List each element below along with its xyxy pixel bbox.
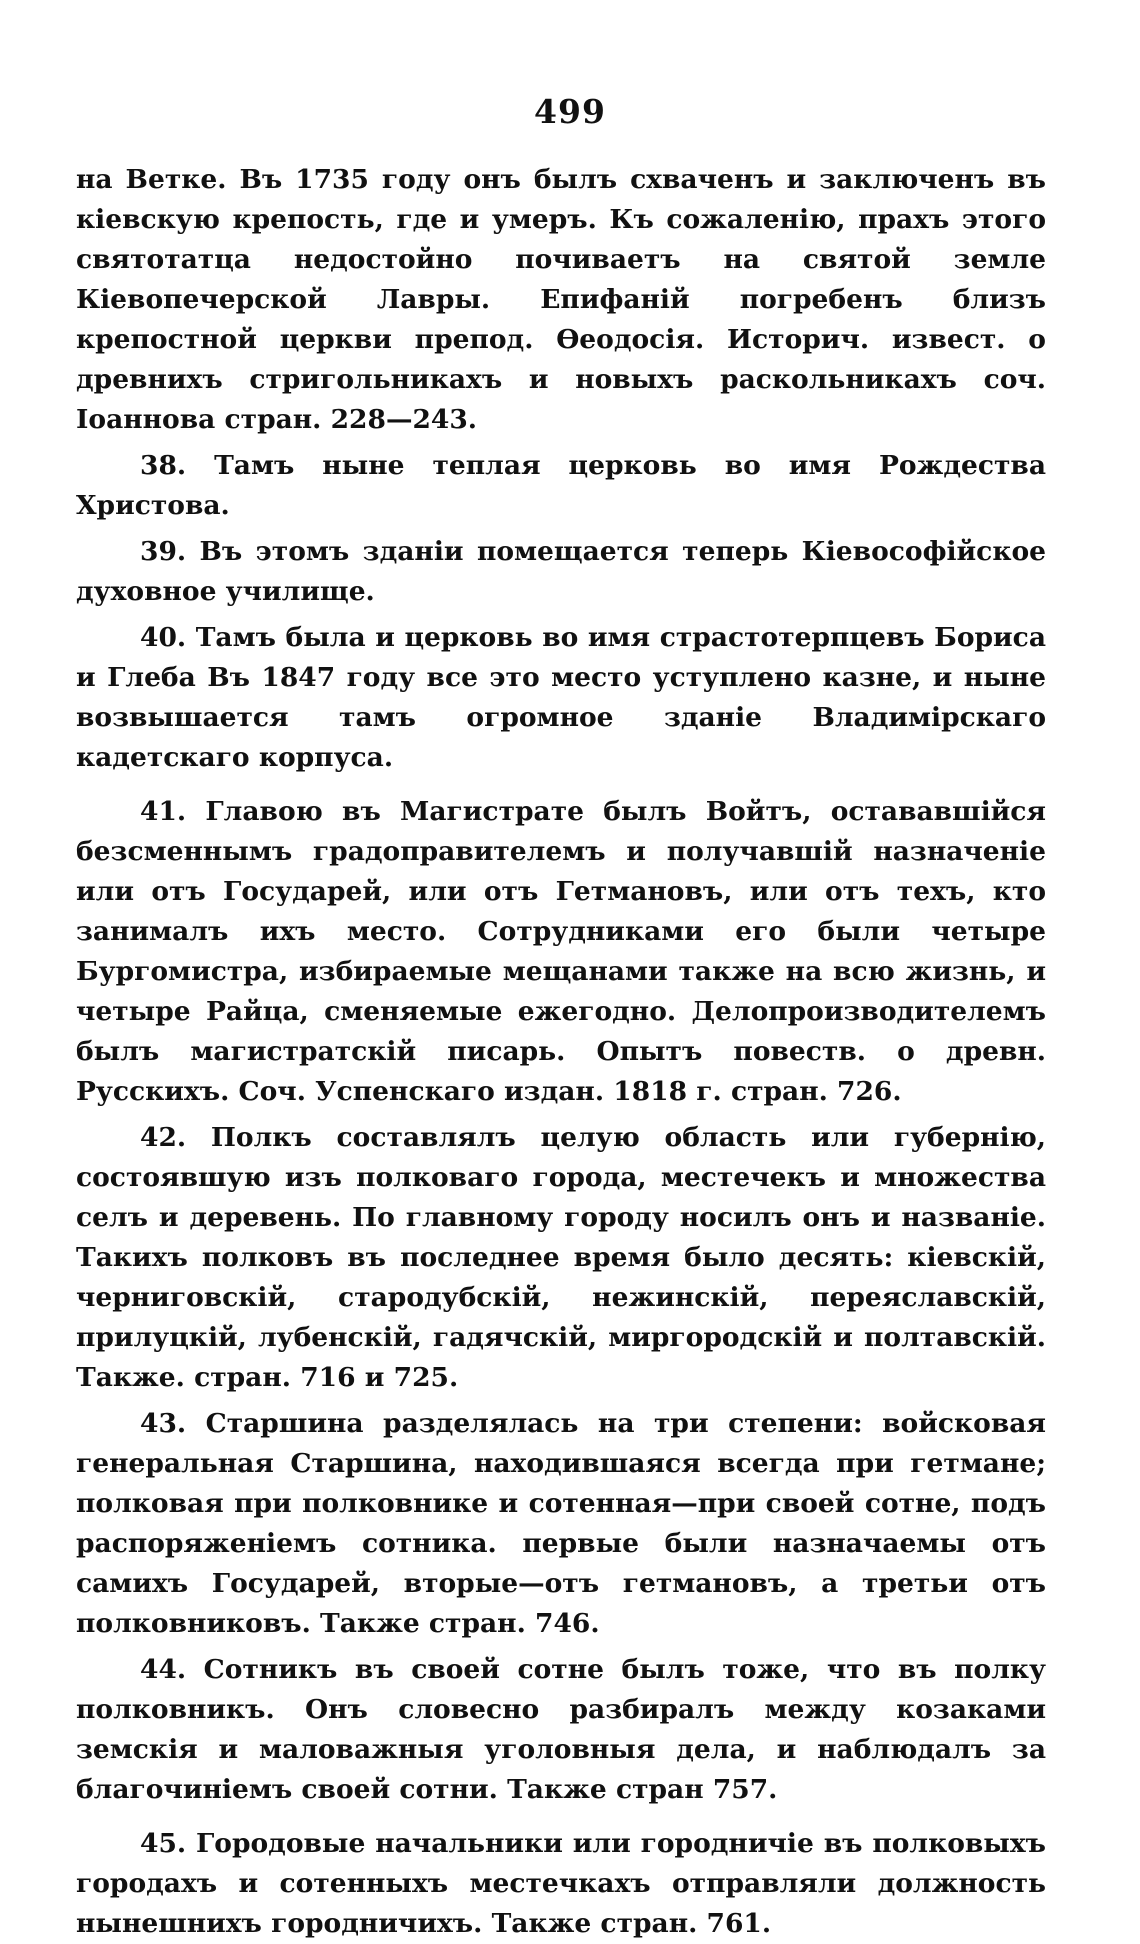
footnote-number: 43. bbox=[140, 1408, 187, 1439]
footnote-number: 38. bbox=[140, 450, 187, 481]
footnote-text: Тамъ ныне теплая церковь во имя Рождества Христова. bbox=[76, 450, 1046, 521]
footnote-text: на Ветке. Въ 1735 году онъ былъ схваченъ и заключенъ въ кіевскую крепость, где и умеръ. Къ сожаленію, прахъ этого святотатца недостойно почиваетъ на святой земле Кіевопечерской Лавры. Епифаній погребенъ близъ крепостной церкви препод. Өеодосія. Историч. извест. о древнихъ стригольникахъ и новыхъ раскольникахъ соч. Іоаннова стран. 228—243. bbox=[76, 164, 1046, 435]
footnote-40 bbox=[76, 618, 1046, 778]
footnote-number: 41. bbox=[140, 796, 187, 827]
footnote-39 bbox=[76, 532, 1046, 612]
footnote-number: 40. bbox=[140, 622, 187, 653]
footnote-continuation bbox=[76, 160, 1046, 440]
page-number: 499 bbox=[534, 92, 606, 131]
footnote-44 bbox=[76, 1650, 1046, 1810]
footnote-number: 45. bbox=[140, 1828, 187, 1859]
footnote-number: 42. bbox=[140, 1122, 187, 1153]
footnote-text: Сотникъ въ своей сотне былъ тоже, что въ полку полковникъ. Онъ словесно разбиралъ между козаками земскія и маловажныя уголовныя дела, и наблюдалъ за благочиніемъ своей сотни. Также стран 757. bbox=[76, 1654, 1047, 1805]
footnote-38 bbox=[76, 446, 1046, 526]
footnote-43 bbox=[76, 1404, 1046, 1644]
footnote-text: Старшина разделялась на три степени: войсковая генеральная Старшина, находившаяся всегда при гетмане; полковая при полковнике и сотенная—при своей сотне, подъ распоряженіемъ сотника. первые были назначаемы отъ самихъ Государей, вторые—отъ гетмановъ, а третьи отъ полковниковъ. Также стран. 746. bbox=[76, 1408, 1046, 1639]
footnote-text: Городовые начальники или городничіе въ полковыхъ городахъ и сотенныхъ местечкахъ отправляли должность нынешнихъ городничихъ. Также стран. 761. bbox=[76, 1828, 1046, 1939]
footnotes-block bbox=[76, 160, 1046, 1944]
footnote-45 bbox=[76, 1824, 1046, 1944]
footnote-number: 39. bbox=[140, 536, 187, 567]
footnote-number: 44. bbox=[140, 1654, 187, 1685]
footnote-text: Въ этомъ зданіи помещается теперь Кіевософійское духовное училище. bbox=[76, 536, 1046, 607]
footnote-text: Тамъ была и церковь во имя страстотерпцевъ Бориса и Глеба Въ 1847 году все это место уступлено казне, и ныне возвышается тамъ огромное зданіе Владимірскаго кадетскаго корпуса. bbox=[76, 622, 1046, 773]
footnote-text: Главою въ Магистрате былъ Войтъ, остававшійся безсменнымъ градоправителемъ и получавшій назначеніе или отъ Государей, или отъ Гетмановъ, или отъ техъ, кто занималъ ихъ место. Сотрудниками его были четыре Бургомистра, избираемые мещанами также на всю жизнь, и четыре Райца, сменяемые ежегодно. Делопроизводителемъ былъ магистратскій писарь. Опытъ повеств. о древн. Русскихъ. Соч. Успенскаго издан. 1818 г. стран. 726. bbox=[76, 796, 1047, 1107]
footnote-text: Полкъ составлялъ целую область или губернію, состоявшую изъ полковаго города, местечекъ и множества селъ и деревень. По главному городу носилъ онъ и названіе. Такихъ полковъ въ последнее время было десять: кіевскій, черниговскій, стародубскій, нежинскій, переяславскій, прилуцкій, лубенскій, гадячскій, миргородскій и полтавскій. Также. стран. 716 и 725. bbox=[76, 1122, 1046, 1393]
footnote-41 bbox=[76, 792, 1046, 1112]
footnote-42 bbox=[76, 1118, 1046, 1398]
